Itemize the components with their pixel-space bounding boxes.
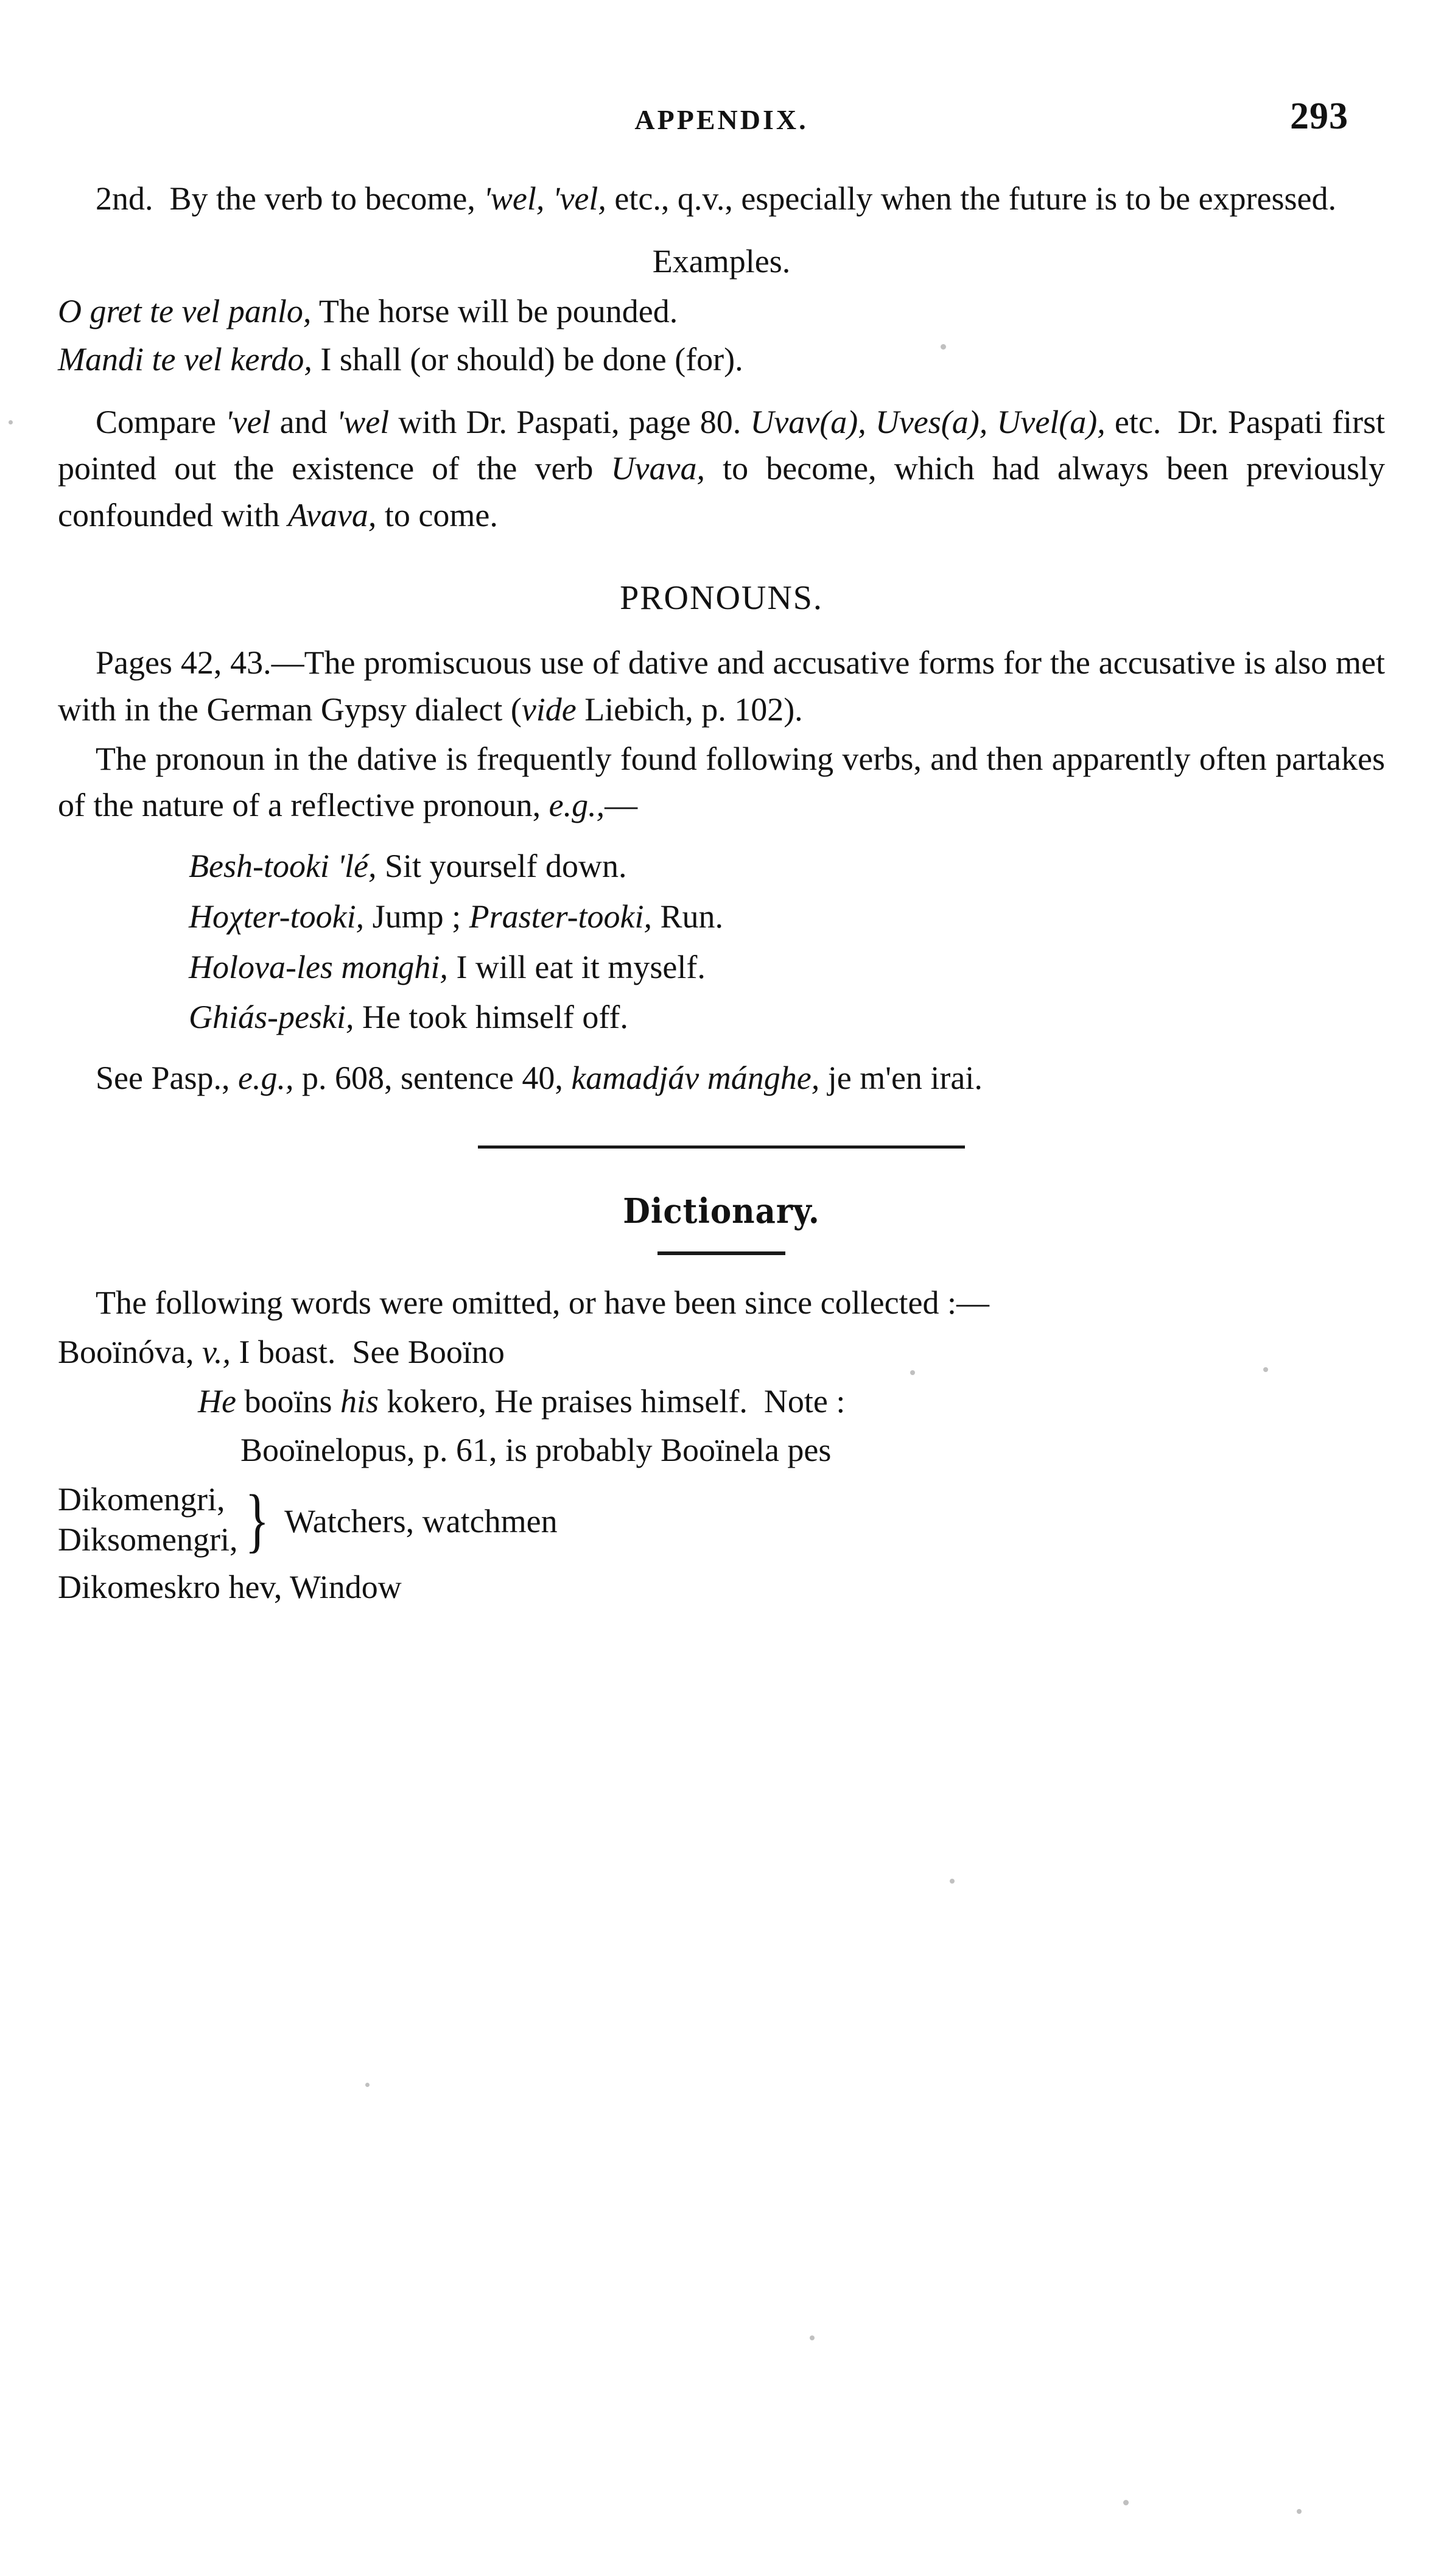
example-citation: Ghiás-peski, <box>189 999 354 1036</box>
cite-vel: 'vel, <box>552 180 606 217</box>
paragraph-verb-become <box>58 175 1385 222</box>
text-run: with Dr. Paspati, page 80. <box>389 403 751 440</box>
paragraph-pronoun-dative <box>58 736 1385 829</box>
entry-definition: Watchers, watchmen <box>284 1502 558 1540</box>
text-run: The pronoun in the dative is frequently found following verbs, and then apparently often partakes of the nature of a reflective pronoun, <box>58 740 1385 824</box>
example-line <box>58 288 1385 335</box>
body-text <box>58 175 1385 1611</box>
text-run: to come. <box>376 497 498 534</box>
paper-speck <box>910 1370 915 1375</box>
text-run: Liebich, p. 102). <box>576 691 803 728</box>
example-gloss: He took himself off. <box>354 999 628 1036</box>
example-citation: Besh-tooki 'lé, <box>189 847 377 884</box>
examples-block-pronouns <box>58 842 1385 1041</box>
example-gloss: The horse will be pounded. <box>311 293 678 330</box>
running-head <box>58 91 1385 164</box>
example-citation: O gret te vel panlo, <box>58 293 312 330</box>
brace-icon: } <box>245 1479 270 1560</box>
example-gloss: I will eat it myself. <box>447 948 706 985</box>
dictionary-brace-entry <box>58 1480 1385 1560</box>
dictionary-entry: Dikomeskro hev, Window <box>58 1568 402 1605</box>
example-line <box>189 842 1385 890</box>
dictionary-entry <box>58 1329 1385 1376</box>
text-run: and <box>270 403 337 440</box>
text-run: to become, which had always been previously confounded with <box>58 450 1385 534</box>
example-line <box>58 336 1385 383</box>
text-run: p. 608, sentence 40, <box>293 1060 572 1097</box>
text-run: Pages 42, 43.—The promiscuous use of dative and accusative forms for the accusative is also met with in the German Gypsy dialect ( <box>58 644 1385 728</box>
text-run <box>544 180 553 217</box>
page-number: 293 <box>1290 96 1348 137</box>
example-citation: Hoχter-tooki, <box>189 898 365 935</box>
short-rule <box>657 1251 785 1255</box>
text-run: See Pasp., <box>96 1060 238 1097</box>
cite-kamadjav: kamadjáv mánghe, <box>571 1060 820 1097</box>
paper-speck <box>941 344 946 350</box>
text-run: kokero, He praises himself. Note : <box>379 1382 846 1420</box>
section-heading-dictionary: Dictionary. <box>623 1191 820 1231</box>
paragraph-compare <box>58 399 1385 539</box>
entry-definition: I boast. See Booïno <box>230 1334 505 1371</box>
text-run: Compare <box>96 403 226 440</box>
example-gloss-2: Run. <box>652 898 724 935</box>
example-gloss: I shall (or should) be done (for). <box>312 341 743 378</box>
dictionary-note: Booïnelopus, p. 61, is probably Booïnela pes <box>240 1432 832 1469</box>
paper-speck <box>365 2083 370 2087</box>
paper-speck <box>1263 1367 1268 1372</box>
cite-eg: e.g., <box>237 1060 294 1097</box>
dictionary-subentry <box>58 1378 1385 1425</box>
subentry-cite-2: his <box>340 1382 379 1420</box>
paragraph-dictionary-intro: The following words were omitted, or have been since collected :— <box>96 1284 990 1321</box>
examples-label: Examples. <box>652 242 791 280</box>
text-run: etc., q.v., especially when the future is to be expressed. <box>606 180 1337 217</box>
entry-headword: Booïnóva, <box>58 1334 202 1371</box>
paper-speck <box>1123 2500 1129 2505</box>
paragraph-see-paspati <box>58 1055 1385 1102</box>
entry-headword: Dikomengri, <box>58 1481 225 1518</box>
paper-speck <box>810 2335 815 2340</box>
page-title: APPENDIX. <box>634 104 808 135</box>
cite-uvav-forms: Uvav(a), Uves(a), Uvel(a), <box>750 403 1106 440</box>
text-run: etc. Dr. Paspati first pointed out the existence of the verb <box>58 403 1385 487</box>
text-run: 2nd. By the verb to become, <box>96 180 484 217</box>
cite-vel: 'vel <box>225 403 271 440</box>
cite-uvava: Uvava, <box>611 450 705 487</box>
example-line <box>189 993 1385 1041</box>
section-heading-pronouns: PRONOUNS. <box>620 579 823 617</box>
example-line <box>189 943 1385 991</box>
paragraph-pronouns-pages <box>58 639 1385 733</box>
text-run: je m'en irai. <box>819 1060 983 1097</box>
example-citation: Mandi te vel kerdo, <box>58 341 312 378</box>
subentry-cite: He <box>198 1382 236 1420</box>
paper-speck <box>9 420 13 424</box>
dictionary-body <box>58 1279 1385 1610</box>
paper-speck <box>1297 2509 1302 2514</box>
example-citation-2: Praster-tooki, <box>469 898 653 935</box>
example-line <box>189 893 1385 941</box>
example-gloss: Sit yourself down. <box>376 847 627 884</box>
example-gloss: Jump ; <box>364 898 469 935</box>
cite-vide: vide <box>521 691 577 728</box>
entry-headword: Diksomengri, <box>58 1521 238 1558</box>
brace-headwords <box>58 1480 237 1560</box>
text-run: booïns <box>236 1382 340 1420</box>
cite-eg: e.g., <box>549 787 605 824</box>
cite-avava: Avava, <box>287 497 377 534</box>
example-citation: Holova-les monghi, <box>189 948 448 985</box>
text-run: — <box>605 787 638 824</box>
paper-speck <box>950 1879 955 1884</box>
cite-wel: 'wel <box>336 403 390 440</box>
horizontal-rule <box>478 1145 965 1149</box>
cite-wel: 'wel, <box>483 180 545 217</box>
entry-pos: v., <box>202 1334 231 1371</box>
